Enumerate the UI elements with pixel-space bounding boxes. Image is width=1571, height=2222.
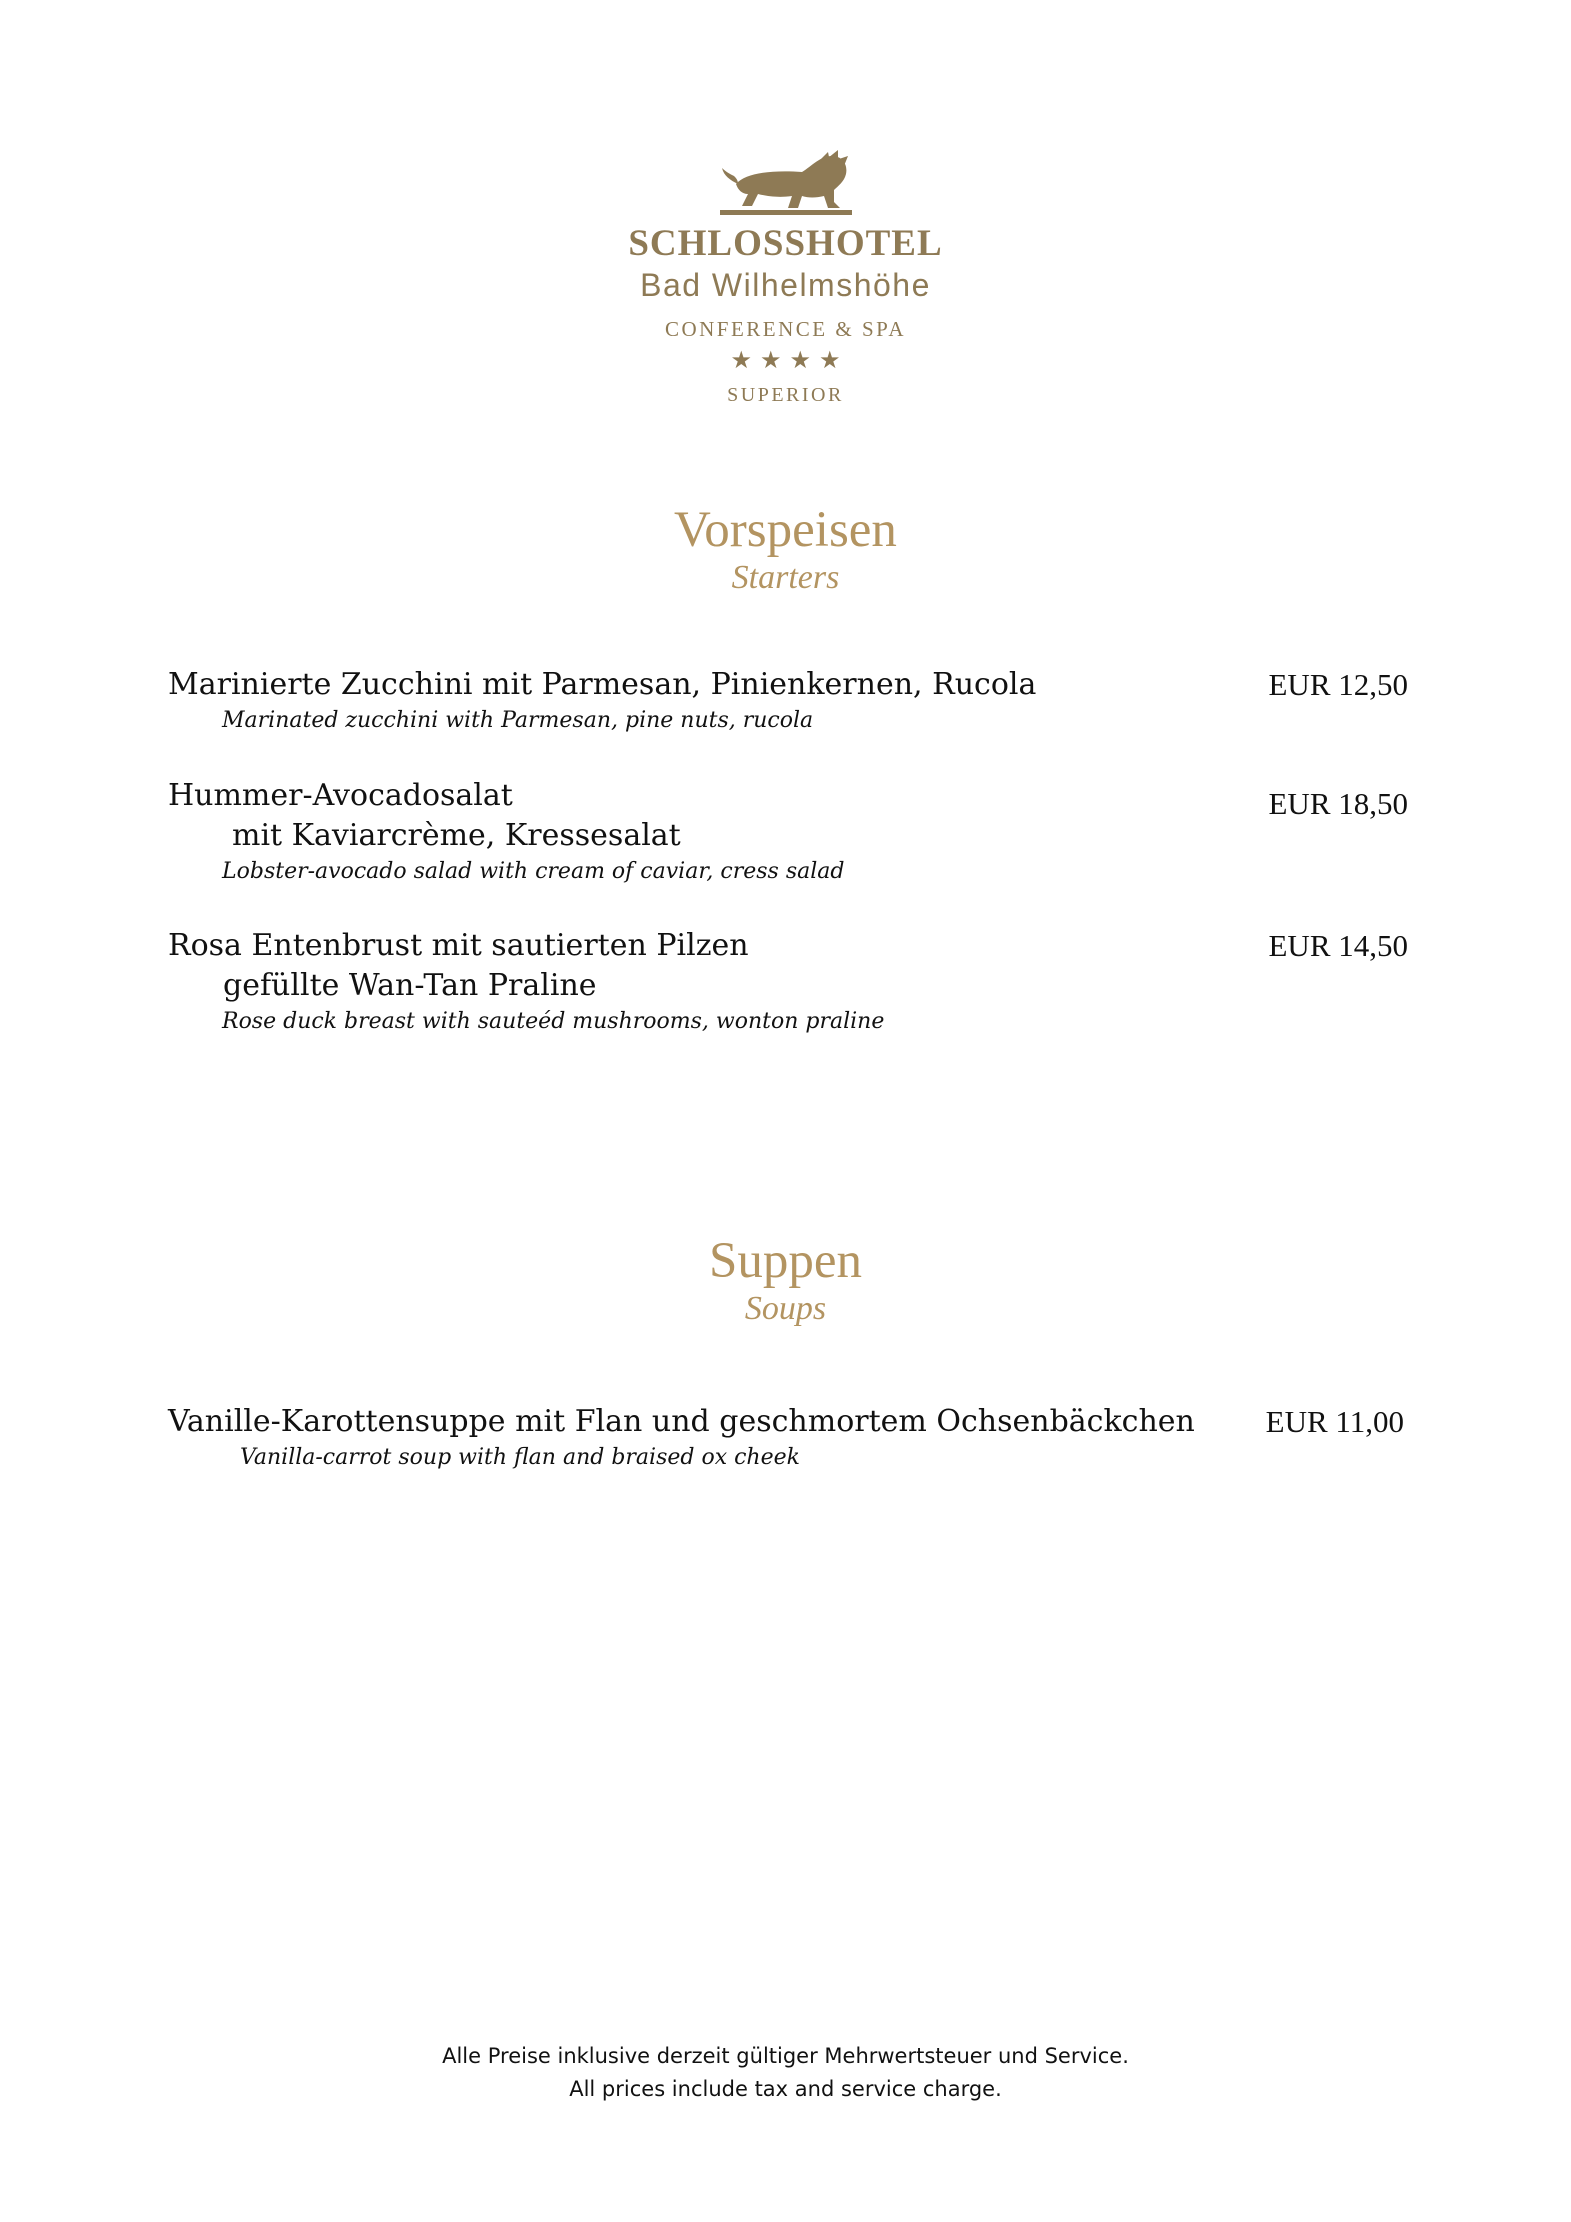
brand-tagline: CONFERENCE & SPA (664, 317, 907, 341)
dish-name: Hummer-Avocadosalat (168, 778, 513, 813)
menu-item (168, 1402, 1408, 1474)
hotel-logo (0, 150, 1571, 408)
dish-price: EUR 14,50 (1268, 928, 1408, 963)
brand-rating: SUPERIOR (727, 384, 844, 406)
dish-name: Vanille-Karottensuppe mit Flan und geschmortem Ochsenbäckchen (168, 1404, 1195, 1439)
disclaimer-en: All prices include tax and service charge. (569, 2077, 1002, 2101)
section-title-en: Starters (731, 559, 840, 596)
dish-english: Lobster-avocado salad with cream of caviar, cress salad (222, 859, 845, 884)
dish-name: Rosa Entenbrust mit sautierten Pilzen (168, 928, 749, 963)
dish-name: Marinierte Zucchini mit Parmesan, Pinienkernen, Rucola (168, 667, 1037, 702)
section-title-soups (0, 1233, 1571, 1329)
menu-item (168, 665, 1408, 737)
menu-item (168, 926, 1408, 1038)
section-title-de: Vorspeisen (674, 502, 897, 558)
dish-english: Marinated zucchini with Parmesan, pine nuts, rucola (222, 708, 814, 733)
disclaimer-de: Alle Preise inklusive derzeit gültiger Mehrwertsteuer und Service. (442, 2044, 1129, 2068)
dish-price: EUR 12,50 (1268, 667, 1408, 702)
star-rating: ★★★★ (730, 346, 849, 374)
lion-icon (716, 150, 856, 218)
menu-item (168, 776, 1408, 888)
section-title-starters (0, 502, 1571, 598)
dish-price: EUR 18,50 (1268, 786, 1408, 821)
dish-name-continued: mit Kaviarcrème, Kressesalat (232, 818, 681, 853)
section-title-en: Soups (744, 1290, 827, 1327)
dish-english: Rose duck breast with sauteéd mushrooms, wonton praline (222, 1009, 885, 1034)
brand-subtitle: Bad Wilhelmshöhe (640, 267, 931, 303)
section-title-de: Suppen (709, 1233, 862, 1289)
dish-english: Vanilla-carrot soup with flan and braised ox cheek (240, 1445, 800, 1470)
dish-name-continued: gefüllte Wan-Tan Praline (223, 968, 597, 1003)
price-disclaimer (0, 2040, 1571, 2106)
brand-name: SCHLOSSHOTEL (628, 223, 943, 264)
dish-price: EUR 11,00 (1265, 1404, 1404, 1439)
